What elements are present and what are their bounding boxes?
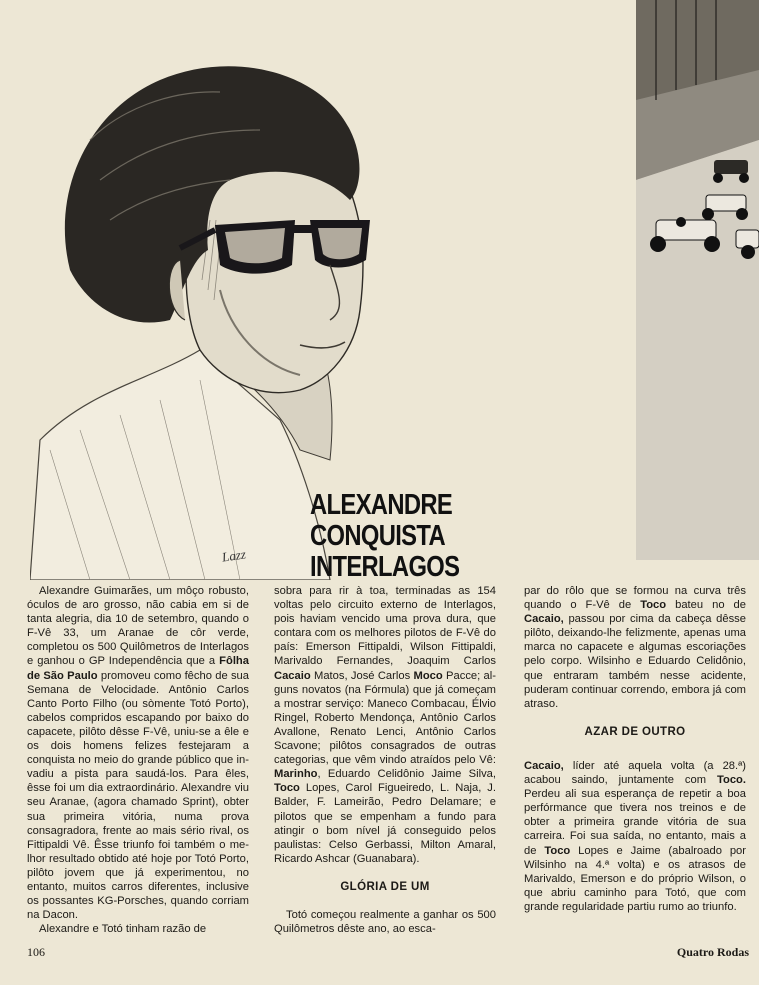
section-subhead: GLÓRIA DE UM xyxy=(340,880,430,893)
article-column-2 xyxy=(274,584,496,936)
paragraph: Totó começou realmente a ganhar os 500 Quilômetros dêste ano, ao esca- xyxy=(274,908,496,936)
paragraph: Alexandre e Totó tinham razão de xyxy=(39,923,207,936)
article-headline xyxy=(310,490,523,583)
section-subhead: AZAR DE OUTRO xyxy=(584,725,686,738)
paragraph: par do rôlo que se formou na curva três quando o F-Vê de Toco bateu no de Cacaio, passou por cima da cabeça dêsse pilôto, deixando-lhe felizmente, apenas uma marca no capacete e algumas escoriações pelo corpo. Wilsinho e Eduardo Celidônio, que entraram também nesse acidente, puderam continuar correndo, embora já com atraso. xyxy=(524,585,746,710)
article-column-1 xyxy=(27,584,249,936)
magazine-name: Quatro Rodas xyxy=(676,945,749,959)
article-column-3 xyxy=(524,584,746,914)
headline-line-2: INTERLAGOS xyxy=(310,551,460,583)
race-photo xyxy=(636,0,759,560)
paragraph: Alexandre Guimarães, um môço robusto, óculos de aro grosso, não cabia em si de tanta alegria, dia 10 de setembro, quando o F-Vê 33, um Aranae de côr verde, completou os 500 Quilômetros de Interlagos e ganhou o GP Independência que a Fôlha de São Paulo promoveu como fêcho de sua Semana de Velocidade. Antônio Carlos Canto Porto Filho (ou sòmente Totó Porto), cabelos compridos escapando por baixo do capacete, pilôto dêsse F-Vê, uniu-se a êle e os dois homens felizes festejaram a conquista no meio do grande público que invadiu a pista para saudá-los. Para êles, êsse foi um dia extraordinário. Alexandre viu seu Aranae, (agora chamado Sprint), obter sua primeira vitória, numa prova consagradora, frente ao mais sério rival, os Fittipaldi Vê. Êsse triunfo foi também o melhor resultado obtido até hoje por Totó Porto, pilôto jovem que já experimentou, no entanto, muitos carros diferentes, inclusive os possantes KG-Porsches, quando corriam na Dacon. xyxy=(27,585,249,922)
headline-line-1: ALEXANDRE CONQUISTA xyxy=(310,489,453,552)
paragraph: sobra para rir à toa, terminadas as 154 voltas pelo circuito externo de Interlagos, pois haviam vencido uma prova dura, que contara com os melhores pilotos de F-Vê do país: Emerson Fittipaldi, Wilson Fittipaldi, Marivaldo Fernandes, Joaquim Carlos Cacaio Matos, José Carlos Moco Pacce; alguns novatos (na Fórmula) que já começam a mostrar serviço: Maneco Combacau, Élvio Ringel, Roberto Mendonça, Antônio Carlos Avallone, Renato Lenci, Antônio Carlos Scavone; pilôtos consagrados de outras categorias, que vêm vindo atraídos pelo Vê: Marinho, Eduardo Celidônio Jaime Silva, Toco Lopes, Carol Figueiredo, L. Naja, J. Balder, F. Lameirão, Pedro Delamare; e pilotos que se empenham a fundo para atingir o bom nível já conseguido pelos paulistas: Celso Gerbassi, Milton Amaral, Ricardo Ashcar (Guanabara). xyxy=(274,585,496,865)
page-number: 106 xyxy=(27,945,45,959)
illustrator-signature: Lazz xyxy=(221,546,247,565)
paragraph: Cacaio, líder até aquela volta (a 28.ª) acabou saindo, juntamente com Toco. Perdeu ali sua esperança de repetir a boa perfórmance que tivera nos treinos e de obter a primeira grande vitória de sua carreira. Foi sua saída, no entanto, mais a de Toco Lopes e Jaime (abalroado por Wilsinho na 4.ª volta) e os atrasos de Marivaldo, Emerson e do próprio Wilson, o que abriu caminho para Totó, que com grande regularidade partiu rumo ao triunfo. xyxy=(524,759,746,913)
